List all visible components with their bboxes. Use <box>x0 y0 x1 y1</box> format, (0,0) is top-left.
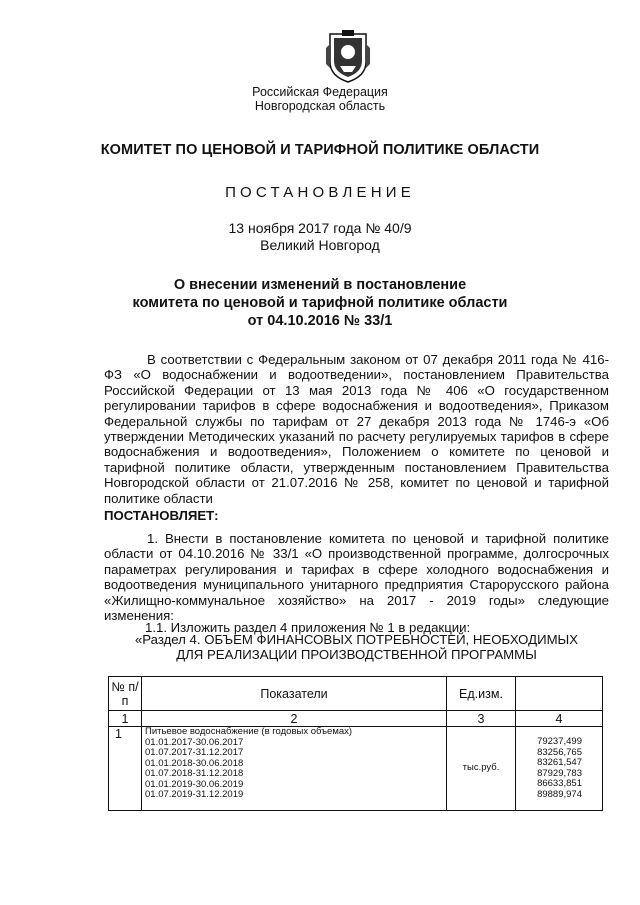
period-item: 01.01.2019-30.06.2019 <box>145 778 244 790</box>
value-item: 79237,499 <box>537 736 582 747</box>
section-title-line-2: ДЛЯ РЕАЛИЗАЦИИ ПРОИЗВОДСТВЕННОЙ ПРОГРАММЫ <box>176 647 537 663</box>
subject-line-2: комитета по ценовой и тарифной политике области <box>132 295 508 311</box>
indicator-cell <box>142 727 447 811</box>
document-type: ПОСТАНОВЛЕНИЕ <box>225 184 415 201</box>
item-1-1-paragraph: 1.1. Изложить раздел 4 приложения № 1 в редакции: <box>145 620 471 635</box>
item-1-paragraph: 1. Внести в постановление комитета по ценовой и тарифной политике области от 04.10.2016 № 33/1 «О производственной программе, долгосрочных параметрах регулирования и тарифах в сфере холодного водоснабжения и водоотведения муниципального унитарного предприятия Старорусского района «Жилищно-коммунальное хозяйство» на 2017 - 2019 годы» следующие изменения: <box>104 531 609 624</box>
preamble-paragraph: В соответствии с Федеральным законом от 07 декабря 2011 года № 416-ФЗ «О водоснабжении и водоотведении», постановлением Правительства Российской Федерации от 13 мая 2013 года № 406 «О государственном регулировании тарифов в сфере водоснабжения и водоотведения», Приказом Федеральной службы по тарифам от 27 декабря 2013 года № 1746-э «Об утверждении Методических указаний по расчету регулируемых тарифов в сфере водоснабжения и водоотведения», Положением о комитете по ценовой и тарифной политике области, утвержденным постановлением Правительства Новгородской области от 21.07.2016 № 258, комитет по ценовой и тарифной политике области <box>104 352 609 506</box>
table-header-row <box>109 677 603 711</box>
section-title <box>104 632 609 663</box>
column-number-row <box>109 711 603 727</box>
value-item: 83256,765 <box>537 746 582 758</box>
period-item: 01.01.2017-30.06.2017 <box>145 736 244 748</box>
period-item: 01.07.2017-31.12.2017 <box>145 747 244 758</box>
value-item: 87929,783 <box>537 767 582 779</box>
row-number-cell: 1 <box>109 727 142 811</box>
column-number-cell: 3 <box>447 711 516 727</box>
value-item: 83261,547 <box>537 757 582 768</box>
document-city: Великий Новгород <box>260 237 380 253</box>
header-cell <box>516 677 603 711</box>
header-cell: Ед.изм. <box>447 677 516 711</box>
unit-cell: тыс.руб. <box>447 727 516 811</box>
section-title-line-1: «Раздел 4. ОБЪЕМ ФИНАНСОВЫХ ПОТРЕБНОСТЕЙ, НЕОБХОДИМЫХ <box>134 632 579 647</box>
table-row <box>109 727 603 811</box>
period-item: 01.01.2018-30.06.2018 <box>145 757 244 769</box>
column-number-cell: 4 <box>516 711 603 727</box>
value-item: 89889,974 <box>537 788 582 800</box>
ruling-heading: ПОСТАНОВЛЯЕТ: <box>104 508 219 523</box>
value-item: 86633,851 <box>537 778 582 789</box>
indicator-title: Питьевое водоснабжение (в годовых объемах) <box>145 726 353 737</box>
subject-line-1: О внесении изменений в постановление <box>173 277 467 293</box>
column-number-cell: 2 <box>142 711 447 727</box>
period-item: 01.07.2018-31.12.2018 <box>145 768 244 779</box>
issuer-header <box>0 85 640 113</box>
header-cell: Показатели <box>142 677 447 711</box>
values-cell <box>516 727 603 811</box>
subject-line-3: от 04.10.2016 № 33/1 <box>247 313 393 329</box>
financial-needs-table <box>108 676 603 811</box>
committee-title: КОМИТЕТ ПО ЦЕНОВОЙ И ТАРИФНОЙ ПОЛИТИКЕ ОБЛАСТИ <box>100 142 540 158</box>
coat-of-arms-icon <box>322 28 374 84</box>
column-number-cell: 1 <box>109 711 142 727</box>
date-block <box>0 220 640 254</box>
document-subject <box>0 276 640 330</box>
document-date-number: 13 ноября 2017 года № 40/9 <box>228 220 412 236</box>
period-item: 01.07.2019-31.12.2019 <box>145 789 244 800</box>
header-cell: № п/п <box>109 677 142 711</box>
region-name: Новгородская область <box>254 99 386 113</box>
country-name: Российская Федерация <box>252 85 388 99</box>
